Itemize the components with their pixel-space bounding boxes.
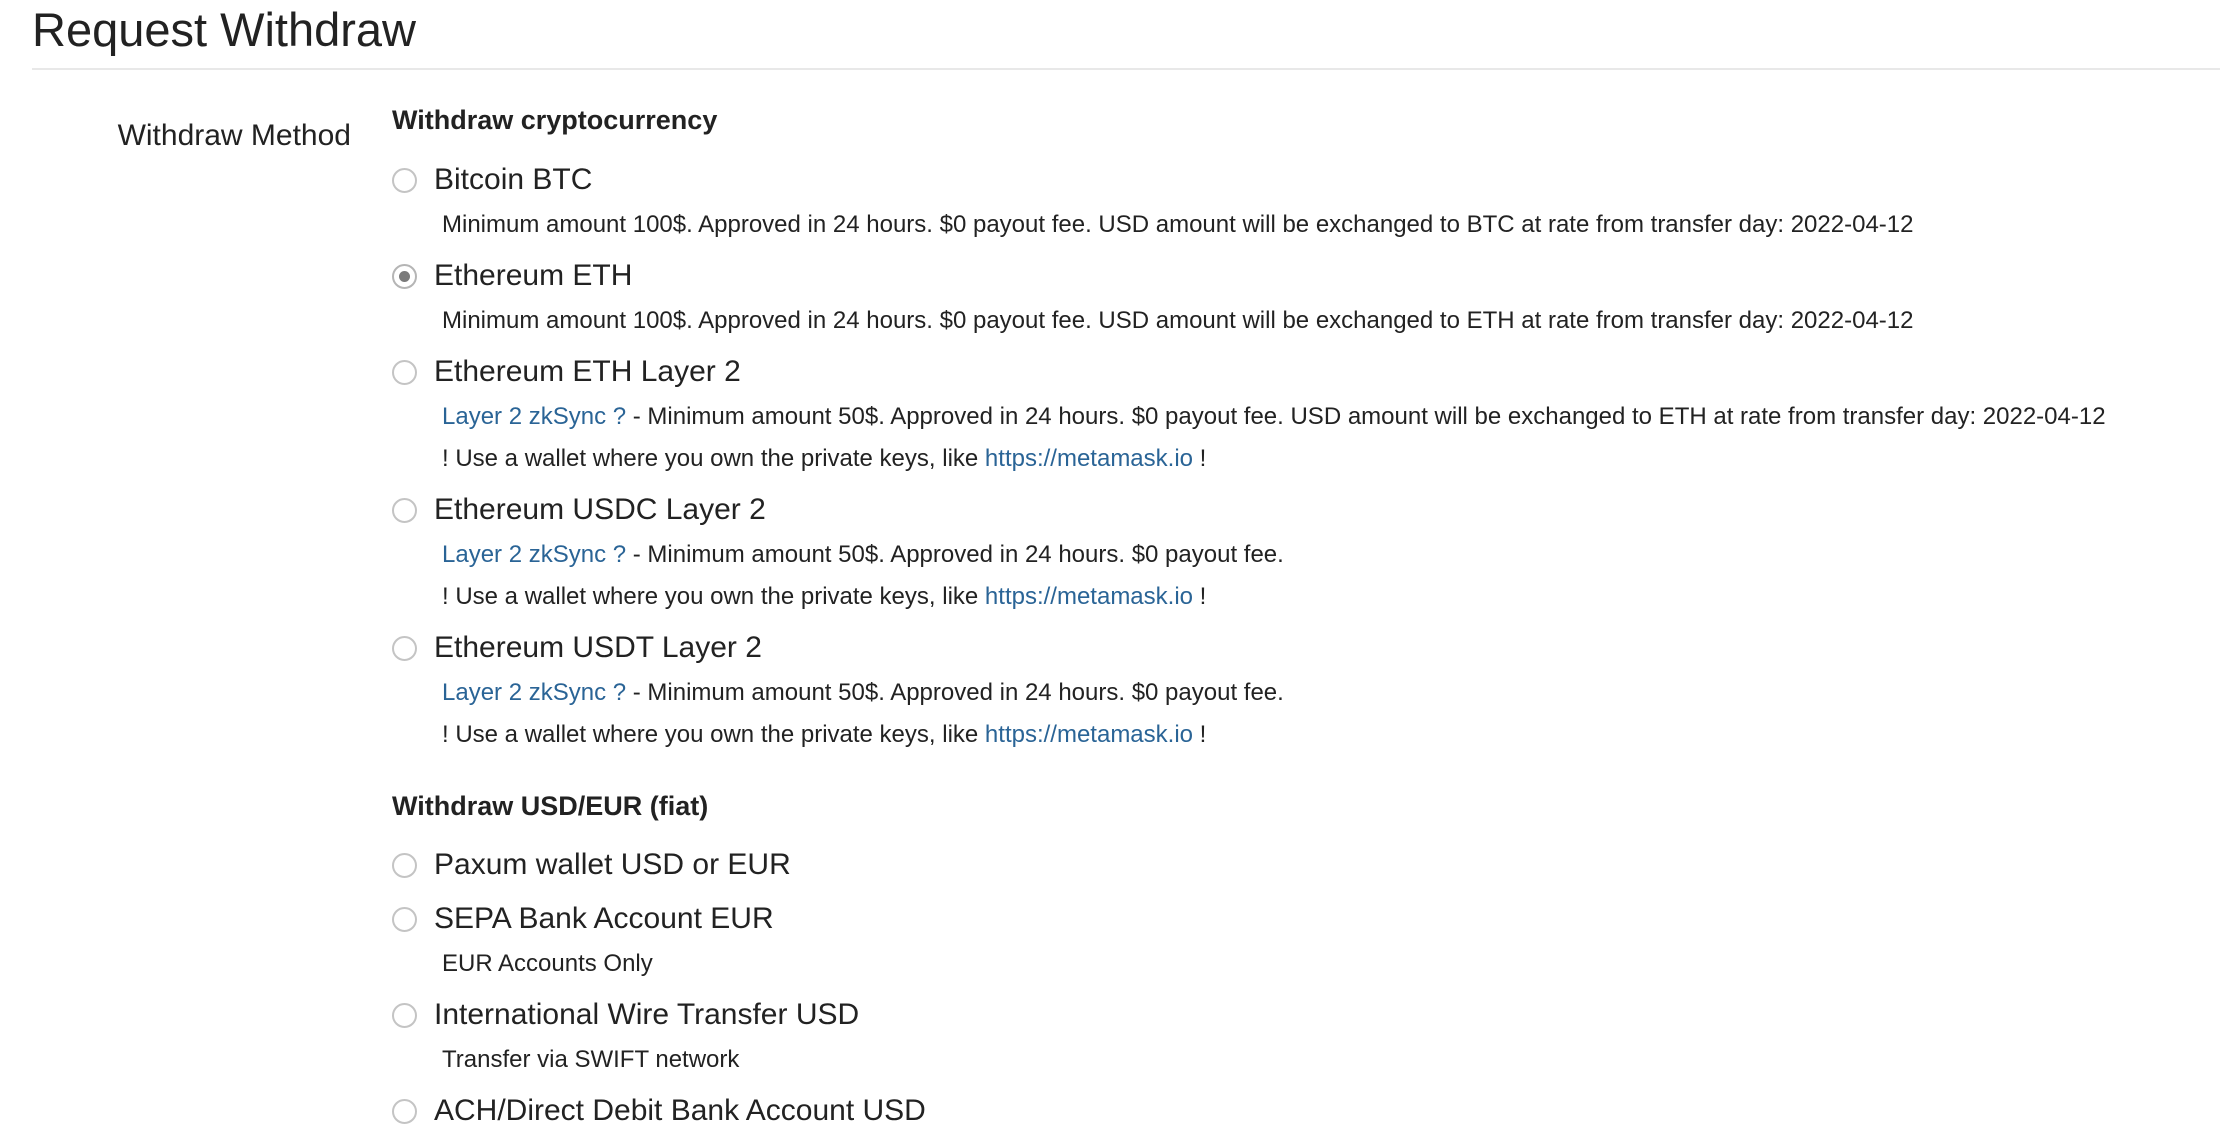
wallet-note-suffix: ! [1193,721,1207,748]
option-description: Minimum amount 100$. Approved in 24 hours. $0 payout fee. USD amount will be exchanged to BTC at rate from transfer day: 2022-04-12 [442,211,1914,238]
radio-ach-direct-debit[interactable] [392,1099,417,1124]
radio-ethereum-eth-layer2[interactable] [392,360,417,385]
wallet-note-prefix: ! Use a wallet where you own the private keys, like [442,445,985,472]
option-label: Ethereum USDC Layer 2 [434,493,766,526]
radio-ethereum-eth[interactable] [392,264,417,289]
radio-paxum-wallet[interactable] [392,853,417,878]
wallet-note [442,581,1206,613]
option-label: SEPA Bank Account EUR [434,902,774,935]
option-ach-direct-debit[interactable] [392,1091,926,1131]
option-international-wire[interactable] [392,995,859,1035]
description-text: - Minimum amount 50$. Approved in 24 hours. $0 payout fee. [626,679,1284,706]
zksync-help-link[interactable]: Layer 2 zkSync ? [442,541,627,568]
wallet-note-prefix: ! Use a wallet where you own the private keys, like [442,583,985,610]
option-label: Paxum wallet USD or EUR [434,848,791,881]
radio-international-wire[interactable] [392,1003,417,1028]
wallet-note-prefix: ! Use a wallet where you own the private keys, like [442,721,985,748]
option-ethereum-eth[interactable] [392,256,632,296]
option-ethereum-usdt-layer2[interactable] [392,628,762,668]
radio-sepa-bank-account[interactable] [392,907,417,932]
option-ethereum-eth-layer2[interactable] [392,352,741,392]
option-description: EUR Accounts Only [442,950,653,977]
description-text: - Minimum amount 50$. Approved in 24 hours. $0 payout fee. [626,541,1284,568]
option-bitcoin-btc[interactable] [392,160,592,200]
fiat-group-heading: Withdraw USD/EUR (fiat) [392,791,709,821]
description-text: - Minimum amount 50$. Approved in 24 hours. $0 payout fee. USD amount will be exchanged to ETH at rate from transfer day: 2022-04-12 [626,403,2106,430]
metamask-link[interactable]: https://metamask.io [984,583,1193,610]
option-label: International Wire Transfer USD [434,998,860,1031]
option-description [442,539,1284,571]
title-divider [32,68,2220,70]
option-ethereum-usdc-layer2[interactable] [392,490,766,530]
option-description: Minimum amount 100$. Approved in 24 hours. $0 payout fee. USD amount will be exchanged to ETH at rate from transfer day: 2022-04-12 [442,307,1914,334]
metamask-link[interactable]: https://metamask.io [984,721,1193,748]
radio-ethereum-usdt-layer2[interactable] [392,636,417,661]
wallet-note [442,443,1206,475]
metamask-link[interactable]: https://metamask.io [984,445,1193,472]
wallet-note-suffix: ! [1193,445,1207,472]
option-label: Ethereum ETH [434,259,633,292]
zksync-help-link[interactable]: Layer 2 zkSync ? [442,403,627,430]
radio-ethereum-usdc-layer2[interactable] [392,498,417,523]
radio-bitcoin-btc[interactable] [392,168,417,193]
option-description [442,677,1284,709]
option-label: ACH/Direct Debit Bank Account USD [434,1094,926,1127]
option-label: Bitcoin BTC [434,163,593,196]
zksync-help-link[interactable]: Layer 2 zkSync ? [442,679,627,706]
option-sepa-bank-account[interactable] [392,899,774,939]
crypto-group-heading: Withdraw cryptocurrency [392,105,718,135]
page-title: Request Withdraw [32,3,416,56]
option-description: Transfer via SWIFT network [442,1046,740,1073]
option-description [442,401,2106,433]
wallet-note-suffix: ! [1193,583,1207,610]
option-label: Ethereum USDT Layer 2 [434,631,762,664]
wallet-note [442,719,1206,751]
option-paxum-wallet[interactable] [392,845,791,885]
option-label: Ethereum ETH Layer 2 [434,355,741,388]
withdraw-method-label: Withdraw Method [117,119,351,152]
